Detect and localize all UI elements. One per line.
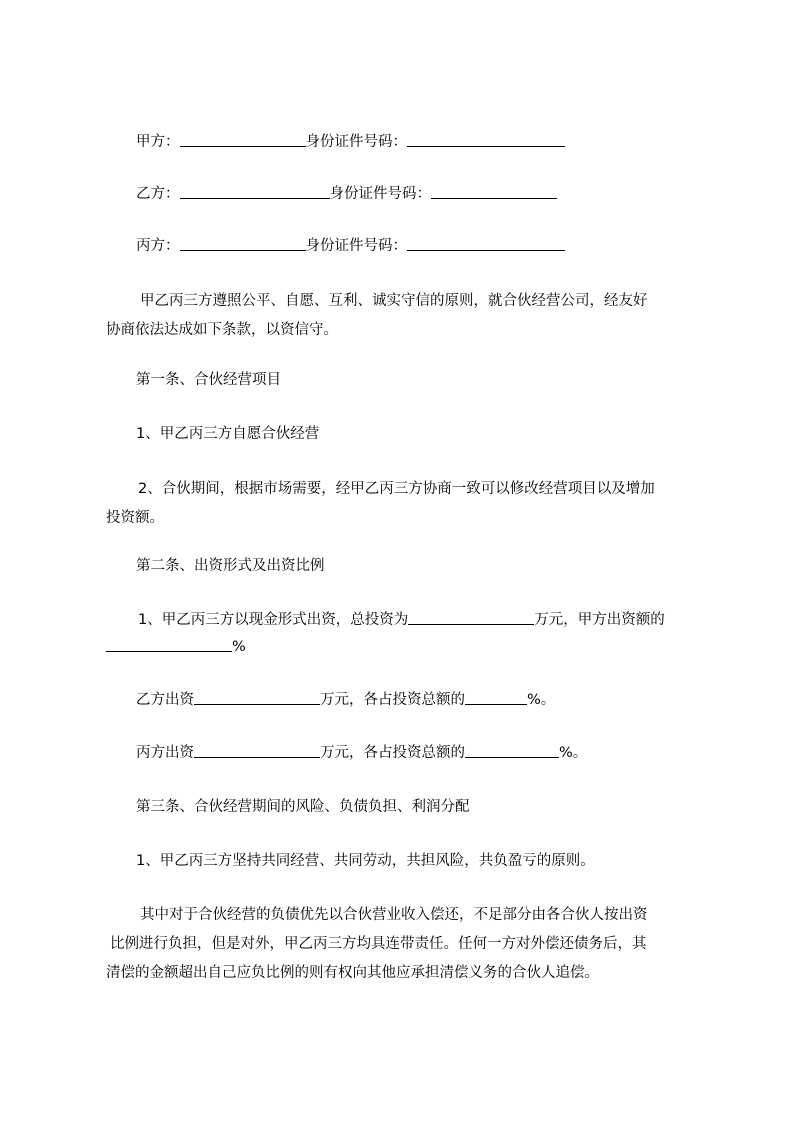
party-c-investment-line bbox=[136, 743, 587, 763]
party-b-id-label: 身份证件号码： bbox=[329, 186, 431, 202]
party-b-amount-blank[interactable] bbox=[194, 690, 320, 705]
article-2-item-1-text-a: 1、甲乙丙三方以现金形式出资，总投资为 bbox=[138, 612, 409, 628]
intro-paragraph bbox=[106, 287, 648, 345]
article-3-paragraph-line-3: 清偿的金额超出自己应负比例的则有权向其他应承担清偿义务的合伙人追偿。 bbox=[106, 965, 599, 981]
party-c-id-blank[interactable] bbox=[407, 236, 565, 251]
party-c-id-label: 身份证件号码： bbox=[305, 238, 407, 254]
party-b-label: 乙方： bbox=[136, 186, 180, 202]
article-1-item-2-line-1: 2、合伙期间，根据市场需要，经甲乙丙三方协商一致可以修改经营项目以及增加 bbox=[138, 481, 655, 497]
party-c-label: 丙方： bbox=[136, 238, 180, 254]
total-investment-blank[interactable] bbox=[408, 610, 534, 625]
article-3-paragraph-line-2: 比例进行负担，但是对外，甲乙丙三方均具连带责任。任何一方对外偿还债务后，其 bbox=[110, 936, 647, 952]
party-a-line bbox=[136, 132, 565, 152]
intro-line-1: 甲乙丙三方遵照公平、自愿、互利、诚实守信的原则，就合伙经营公司，经友好 bbox=[140, 293, 648, 309]
party-c-percent-suffix: %。 bbox=[559, 745, 588, 761]
party-b-share-label: 万元，各占投资总额的 bbox=[320, 692, 465, 708]
party-a-id-blank[interactable] bbox=[407, 132, 565, 147]
article-1-item-2 bbox=[106, 475, 655, 533]
party-a-investment-blank[interactable] bbox=[106, 637, 232, 652]
article-3-paragraph bbox=[106, 901, 648, 988]
party-c-amount-blank[interactable] bbox=[194, 743, 320, 758]
party-b-percent-blank[interactable] bbox=[465, 690, 527, 705]
party-b-line bbox=[136, 184, 557, 204]
party-c-share-label: 万元，各占投资总额的 bbox=[320, 745, 465, 761]
article-3-item-1: 1、甲乙丙三方坚持共同经营、共同劳动，共担风险，共负盈亏的原则。 bbox=[136, 853, 595, 869]
party-a-label: 甲方： bbox=[136, 134, 180, 150]
article-3-title: 第三条、合伙经营期间的风险、负债负担、利润分配 bbox=[136, 799, 470, 815]
article-2-item-1-line-2 bbox=[106, 637, 246, 657]
article-1-item-1: 1、甲乙丙三方自愿合伙经营 bbox=[136, 426, 320, 442]
party-b-name-blank[interactable] bbox=[180, 184, 330, 199]
party-b-id-blank[interactable] bbox=[431, 184, 557, 199]
party-c-percent-blank[interactable] bbox=[465, 743, 559, 758]
party-b-percent-suffix: %。 bbox=[527, 692, 556, 708]
party-a-name-blank[interactable] bbox=[180, 132, 306, 147]
party-b-investment-label: 乙方出资 bbox=[136, 692, 194, 708]
party-c-investment-label: 丙方出资 bbox=[136, 745, 194, 761]
article-2-item-1-line-1 bbox=[138, 610, 665, 630]
party-b-investment-line bbox=[136, 690, 555, 710]
article-1-item-2-line-2: 投资额。 bbox=[106, 510, 164, 526]
party-a-id-label: 身份证件号码： bbox=[305, 134, 407, 150]
article-1-title: 第一条、合伙经营项目 bbox=[136, 372, 281, 388]
article-3-paragraph-line-1: 其中对于合伙经营的负债优先以合伙营业收入偿还，不足部分由各合伙人按出资 bbox=[140, 907, 648, 923]
party-c-line bbox=[136, 236, 565, 256]
article-2-title: 第二条、出资形式及出资比例 bbox=[136, 558, 325, 574]
party-c-name-blank[interactable] bbox=[180, 236, 306, 251]
article-2-item-1-text-c: % bbox=[232, 639, 246, 655]
article-2-item-1-text-b: 万元，甲方出资额的 bbox=[534, 612, 665, 628]
intro-line-2: 协商依法达成如下条款，以资信守。 bbox=[106, 322, 338, 338]
